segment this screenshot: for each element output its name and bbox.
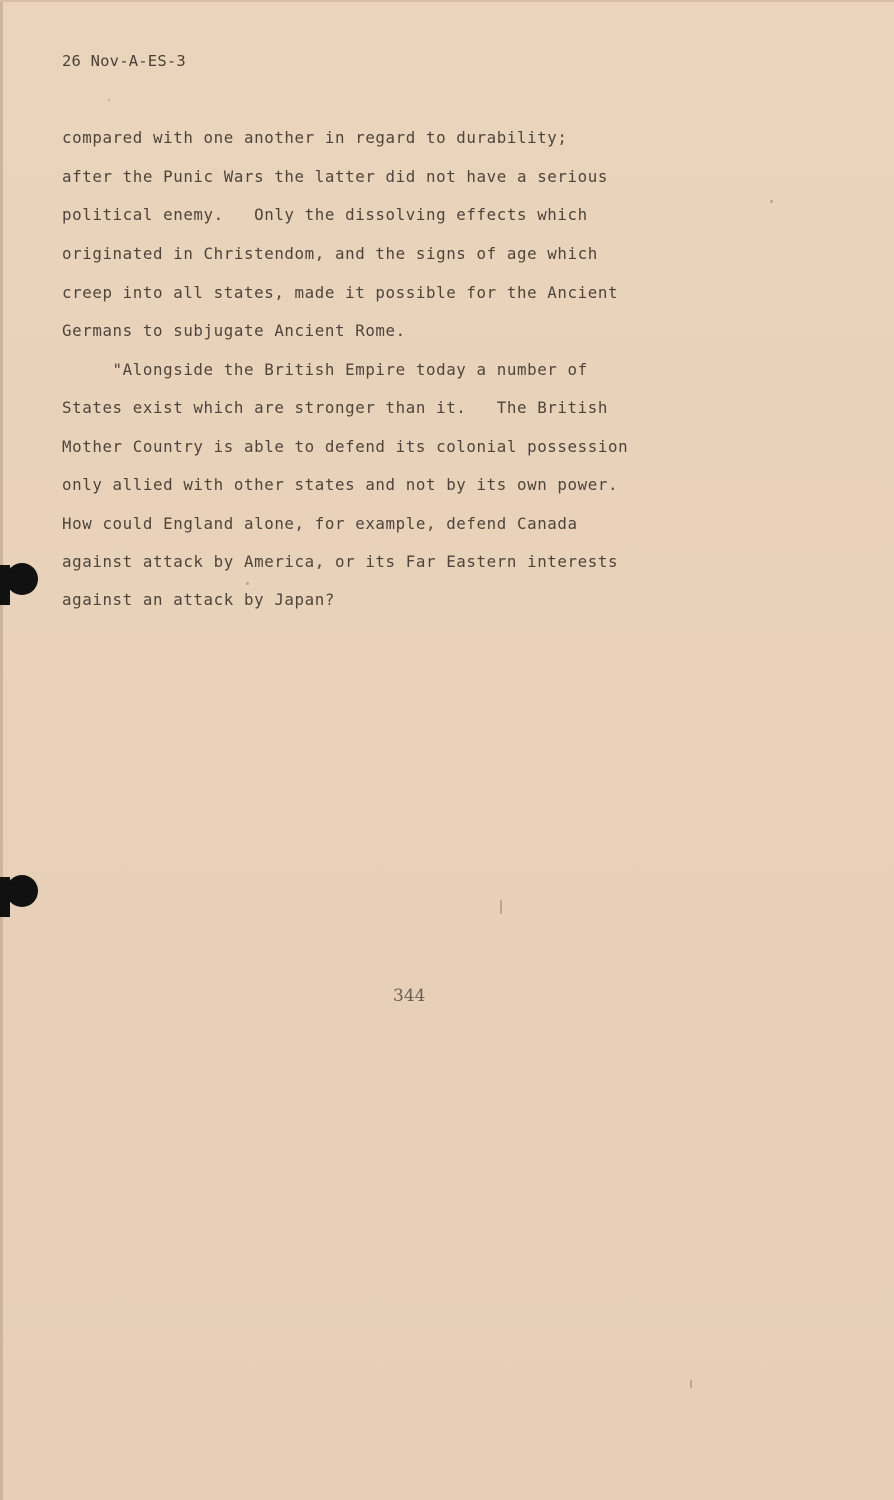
text-line-10: only allied with other states and not by its own power. [62,475,619,494]
text-line-1: compared with one another in regard to durability; [62,128,568,147]
text-line-12: against attack by America, or its Far Eastern interests [62,552,619,571]
text-line-6: Germans to subjugate Ancient Rome. [62,321,406,340]
paper-speck [500,900,502,914]
text-line-2: after the Punic Wars the latter did not have a serious [62,167,608,186]
text-line-8: States exist which are stronger than it. The British [62,398,608,417]
paper-speck [770,200,773,203]
document-header: 26 Nov-A-ES-3 [62,52,186,70]
text-line-11: How could England alone, for example, defend Canada [62,514,578,533]
text-line-9: Mother Country is able to defend its colonial possession [62,437,629,456]
binder-clip-lower-icon [0,875,40,919]
text-line-5: creep into all states, made it possible for the Ancient [62,283,619,302]
text-line-7: "Alongside the British Empire today a number of [62,360,588,379]
page-left-edge [0,0,3,1500]
binder-clip-upper-icon [0,563,40,607]
page-number: 344 [393,986,426,1006]
text-line-4: originated in Christendom, and the signs of age which [62,244,598,263]
text-line-13: against an attack by Japan? [62,590,335,609]
text-line-3: political enemy. Only the dissolving effects which [62,205,588,224]
paper-speck [690,1380,692,1388]
paper-speck [108,99,110,101]
page-top-edge [0,0,894,2]
paper-speck [246,582,249,585]
